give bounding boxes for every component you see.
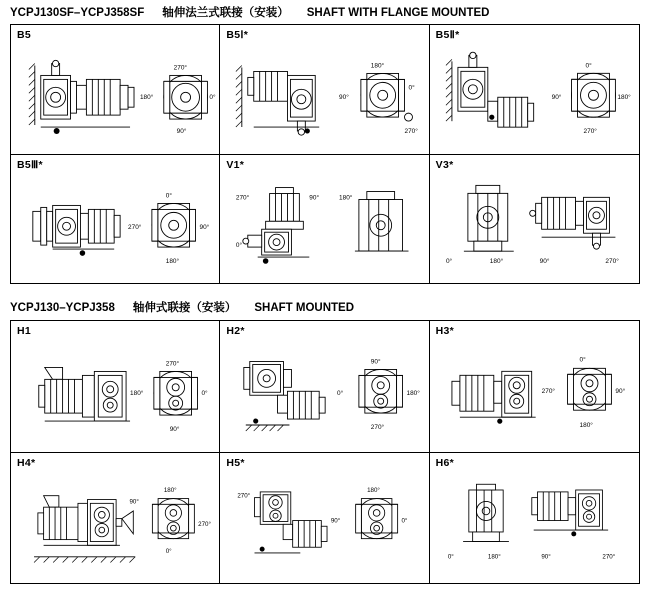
angle-label: 270° [404,127,419,135]
angle-label: 180° [487,553,501,561]
diagram-grid-flange [10,24,640,284]
diagram-art-h6 [430,469,639,584]
angle-label: 0° [401,516,408,524]
diagram-art-b5-1 [220,41,428,154]
section-title-shaft [10,299,640,315]
angle-label: 90° [551,94,562,102]
angle-label: 180° [165,257,180,265]
angle-label: 270° [165,360,180,368]
diagram-cell-v3 [430,155,639,284]
angle-label: 180° [339,193,353,201]
diagram-art-h2 [220,337,428,452]
angle-label: 270° [237,492,251,500]
cell-label: H3* [435,325,455,337]
angle-label: 180° [489,257,503,265]
diagram-cell-b5-3 [11,155,220,284]
diagram-art-v1 [220,171,428,284]
angle-label: 270° [541,388,555,396]
angle-label: 0° [165,547,172,555]
angle-label: 270° [198,520,211,528]
cell-label: H1 [17,325,32,337]
angle-label: 180° [579,422,593,430]
cell-label: B5Ⅲ* [17,158,43,171]
diagram-art-h5 [220,469,428,584]
cell-label: H5* [226,456,245,469]
diagram-cell-v1 [220,155,429,284]
diagram-cell-h2 [220,321,429,453]
angle-label: 0° [445,257,452,265]
section-title-en: SHAFT WITH FLANGE MOUNTED [306,7,490,19]
angle-label: 180° [139,94,154,102]
cell-label: V1* [226,158,245,171]
cell-label: B5 [17,29,32,41]
angle-label: 270° [583,128,597,136]
angle-label: 180° [371,62,385,70]
section-title-cn: 轴伸式联接（安装） [132,302,237,314]
diagram-art-v3 [430,171,639,284]
diagram-grid-shaft [10,320,640,584]
diagram-art-b5 [11,41,219,154]
angle-label: 180° [130,390,144,398]
diagram-cell-h4 [11,453,220,584]
angle-label: 180° [406,390,421,398]
section-title-en: SHAFT MOUNTED [254,302,355,314]
angle-label: 0° [165,191,172,199]
diagram-cell-b5 [11,25,220,155]
angle-label: 270° [602,553,615,561]
diagram-cell-h6 [430,453,639,584]
section-title-cn: 轴伸法兰式联接（安装） [162,7,289,19]
cell-label: H2* [226,325,245,337]
angle-label: 0° [579,356,586,364]
diagram-cell-h1 [11,321,220,453]
angle-label: 90° [339,94,350,102]
angle-label: 90° [129,497,139,505]
angle-label: 270° [236,193,250,201]
diagram-art-h3 [430,337,639,452]
angle-label: 90° [615,388,625,396]
cell-label: H4* [17,456,36,469]
angle-label: 180° [367,486,381,494]
angle-label: 0° [209,94,216,102]
angle-label: 0° [447,553,454,561]
section-title-flange [10,4,640,20]
diagram-art-b5-3 [11,171,219,284]
cell-label: V3* [435,158,454,171]
angle-label: 90° [331,516,341,524]
cell-label: B5Ⅰ* [226,29,249,41]
diagram-art-h4 [11,469,219,584]
angle-label: 270° [605,257,619,265]
diagram-art-b5-2 [430,41,639,154]
angle-label: 270° [128,223,142,231]
angle-label: 180° [617,94,631,102]
angle-label: 180° [163,486,177,494]
diagram-cell-b5-1 [220,25,429,155]
angle-label: 0° [337,390,344,398]
angle-label: 0° [236,241,243,249]
angle-label: 0° [408,84,415,92]
diagram-art-h1 [11,337,219,452]
section-code: YCPJ130SF–YCPJ358SF [10,7,145,19]
angle-label: 270° [173,64,188,72]
angle-label: 90° [371,358,381,366]
angle-label: 90° [309,193,320,201]
section-code: YCPJ130–YCPJ358 [10,302,115,314]
angle-label: 0° [201,390,208,398]
angle-label: 0° [585,62,592,70]
cell-label: B5Ⅱ* [435,29,460,41]
angle-label: 90° [539,257,550,265]
cell-label: H6* [435,456,455,469]
angle-label: 270° [371,423,385,431]
angle-label: 90° [176,127,187,135]
angle-label: 90° [540,553,551,561]
diagram-cell-b5-2 [430,25,639,155]
angle-label: 90° [199,223,210,231]
angle-label: 90° [169,425,180,433]
diagram-cell-h5 [220,453,429,584]
diagram-cell-h3 [430,321,639,453]
